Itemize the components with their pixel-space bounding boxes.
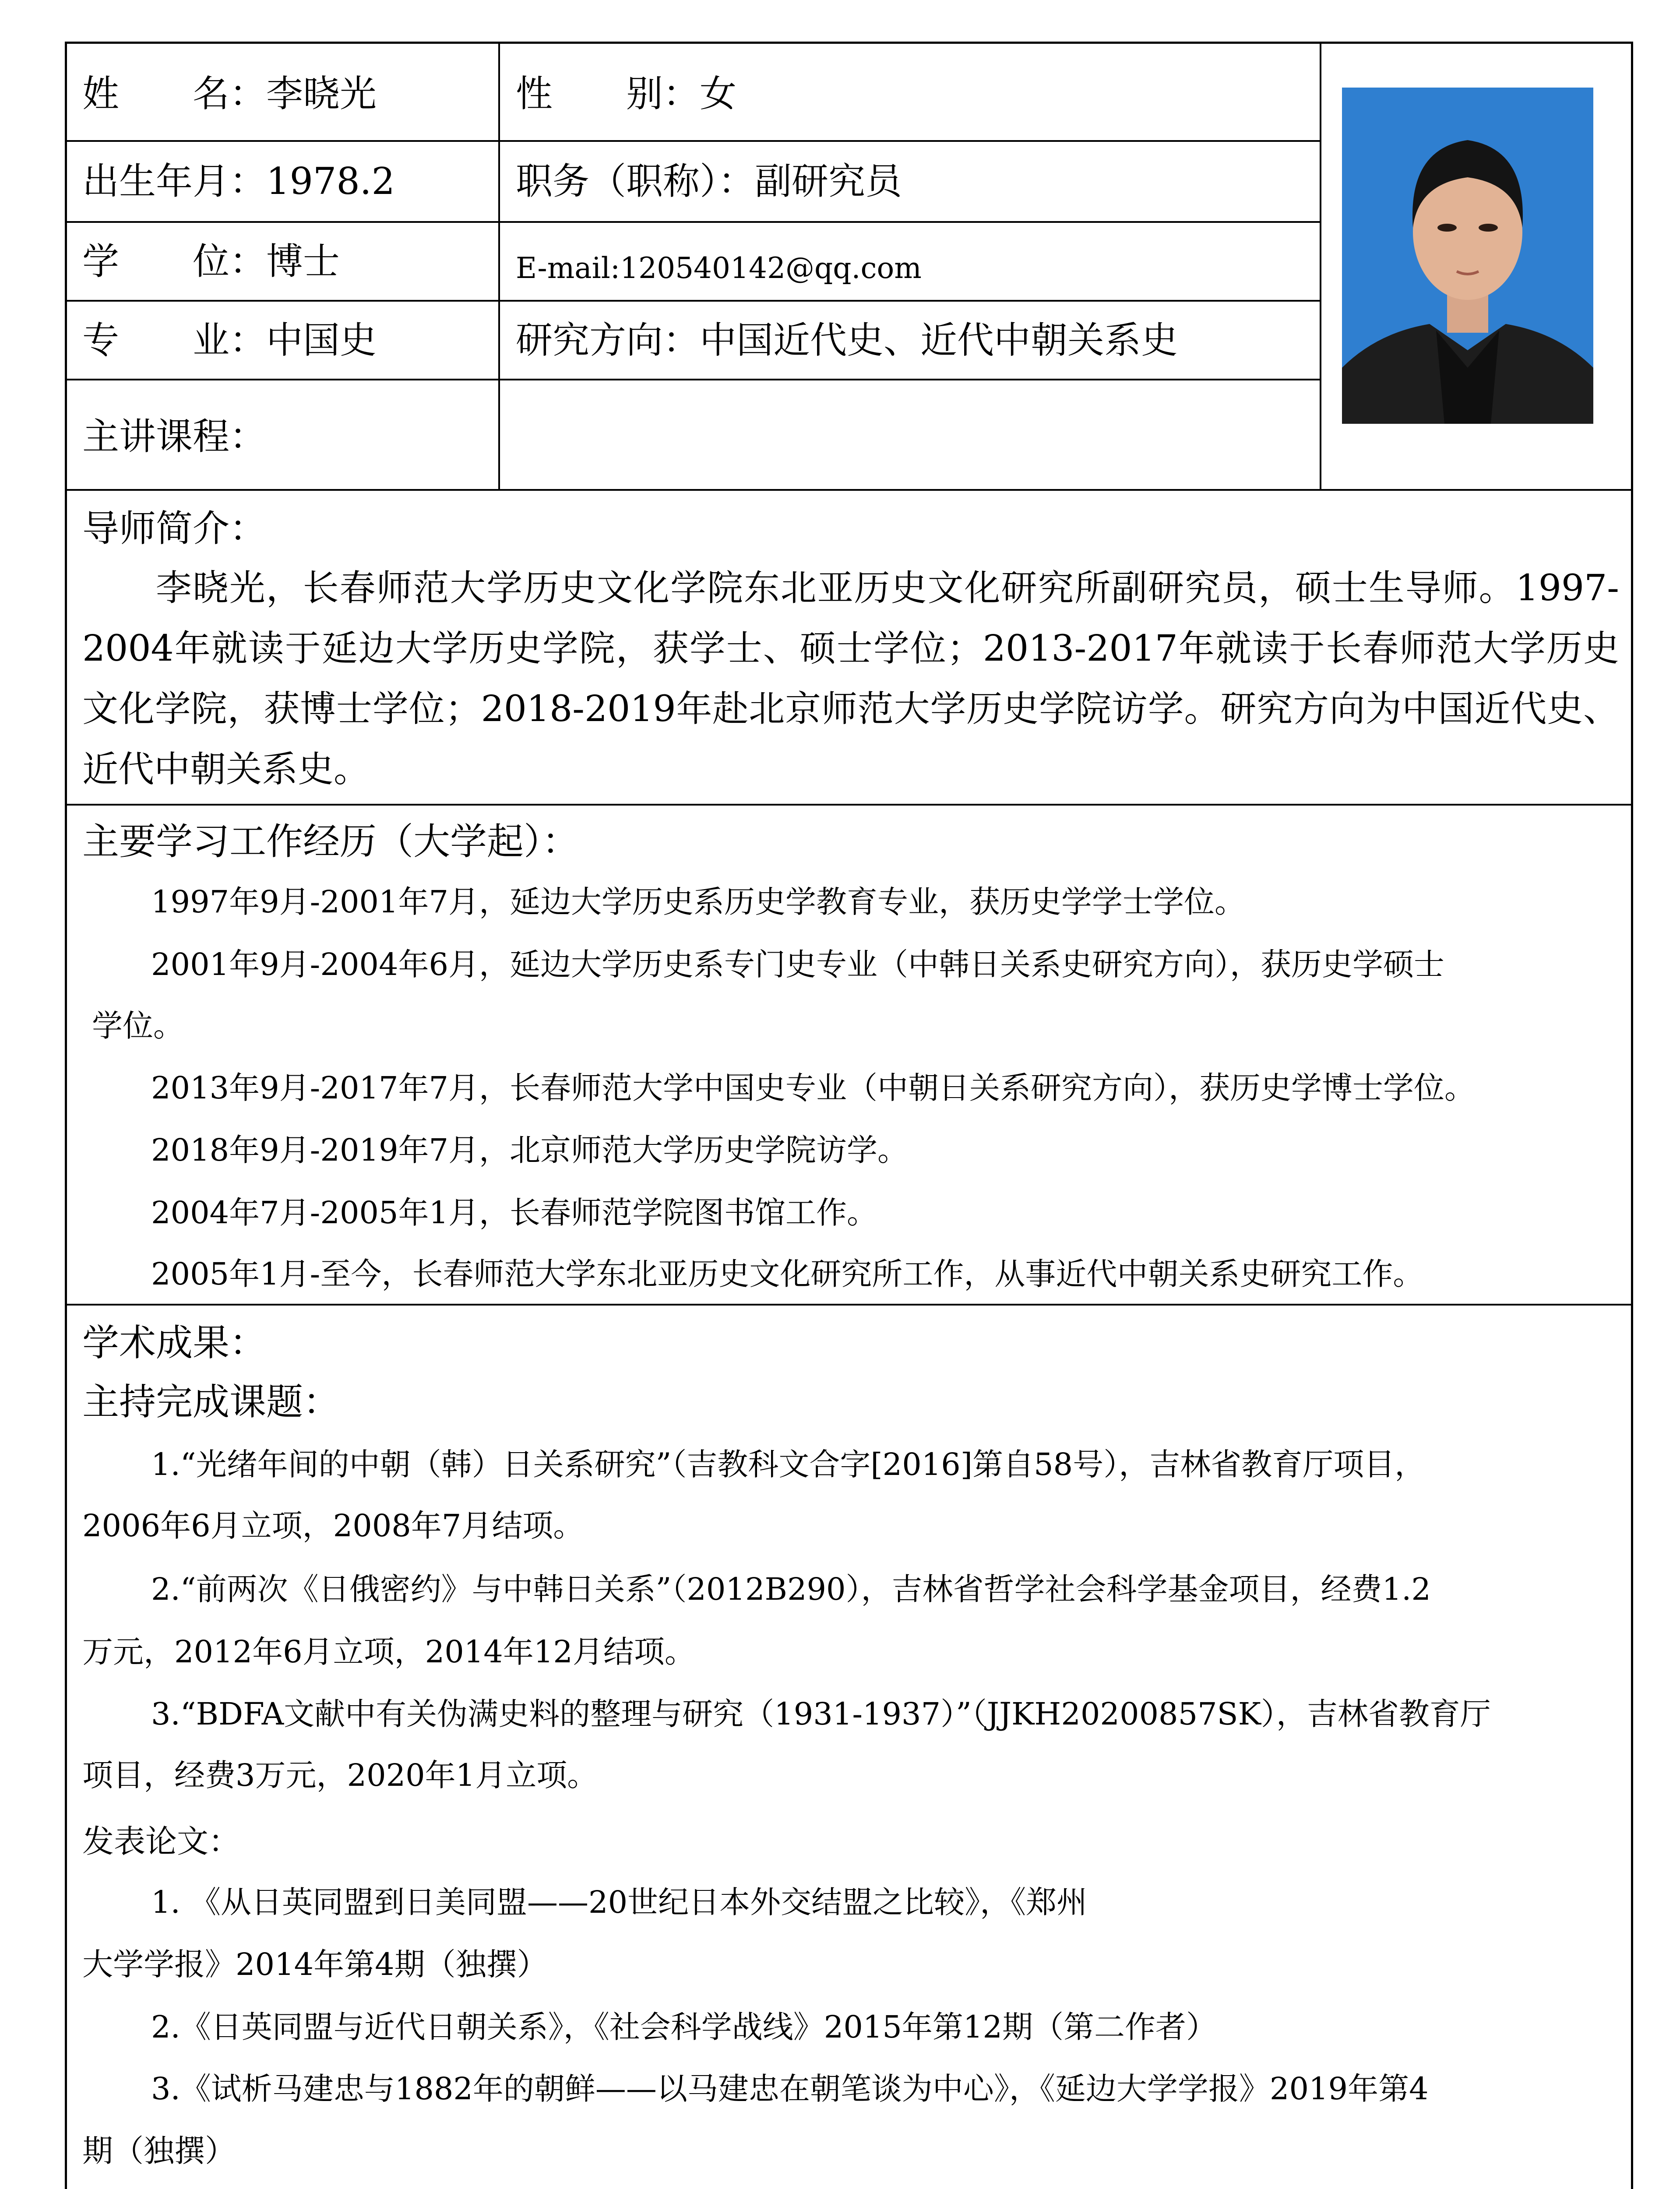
courses-field — [82, 415, 267, 458]
experience-heading: 主要学习工作经历（大学起）： — [82, 820, 579, 863]
project-line: 2006年6月立项，2008年7月结项。 — [82, 1508, 584, 1544]
paper-line: 大学学报》2014年第4期（独撰） — [82, 1946, 548, 1982]
title-field — [516, 160, 902, 203]
portrait-photo — [1342, 88, 1593, 424]
birth-value: 1978.2 — [266, 160, 395, 203]
experience-item: 2005年1月-至今，长春师范大学东北亚历史文化研究所工作，从事近代中朝关系史研究工作。 — [151, 1256, 1424, 1292]
gender-label: 性 别： — [516, 72, 700, 115]
name-value: 李晓光 — [266, 72, 377, 115]
degree-label: 学 位： — [82, 240, 267, 283]
experience-item: 2018年9月-2019年7月，北京师范大学历史学院访学。 — [151, 1132, 909, 1168]
degree-value: 博士 — [266, 240, 340, 283]
major-field — [82, 319, 377, 362]
name-label: 姓 名： — [82, 72, 267, 115]
paper-line: 3.《试析马建忠与1882年的朝鲜——以马建忠在朝笔谈为中心》，《延边大学学报》2019年第4 — [151, 2071, 1429, 2107]
name-field — [82, 72, 377, 115]
research-field — [516, 319, 1178, 362]
experience-item: 2001年9月-2004年6月，延边大学历史系专门史专业（中韩日关系史研究方向），获历史学硕士 — [151, 947, 1445, 982]
gender-field — [516, 72, 737, 115]
paper-line: 1. 《从日英同盟到日美同盟——20世纪日本外交结盟之比较》，《郑州 — [151, 1884, 1088, 1920]
title-label: 职务（职称）： — [516, 160, 755, 203]
gender-value: 女 — [700, 72, 737, 115]
intro-text: 李晓光，长春师范大学历史文化学院东北亚历史文化研究所副研究员，硕士生导师。1997-2004年就读于延边大学历史学院，获学士、硕士学位；2013-2017年就读于长春师范大学历史文化学院，获博士学位；2018-2019年赴北京师范大学历史学院访学。研究方向为中国近代史、近代中朝关系史。 — [82, 567, 1619, 790]
project-line: 项目，经费3万元，2020年1月立项。 — [82, 1757, 598, 1793]
degree-field — [82, 240, 340, 283]
row-divider — [65, 300, 1321, 302]
row-divider — [65, 379, 1321, 380]
project-line: 2.“前两次《日俄密约》与中韩日关系”（2012B290），吉林省哲学社会科学基金项目，经费1.2 — [151, 1571, 1431, 1607]
research-label: 研究方向： — [516, 319, 700, 362]
birth-field — [82, 160, 395, 203]
row-divider — [65, 1304, 1633, 1306]
research-value: 中国近代史、近代中朝关系史 — [700, 319, 1178, 362]
major-label: 专 业： — [82, 319, 267, 362]
paper-line: 期（独撰） — [82, 2133, 236, 2169]
email-value: E-mail:120540142@qq.com — [516, 251, 922, 285]
courses-label: 主讲课程： — [82, 415, 267, 458]
col-divider — [498, 42, 500, 490]
experience-item: 2013年9月-2017年7月，长春师范大学中国史专业（中朝日关系研究方向），获历史学博士学位。 — [151, 1070, 1476, 1106]
row-divider — [65, 804, 1633, 806]
email-field — [516, 251, 922, 285]
project-line: 3.“BDFA文献中有关伪满史料的整理与研究（1931-1937）”（JJKH20200857SK），吉林省教育厅 — [151, 1696, 1491, 1732]
projects-heading: 主持完成课题： — [82, 1380, 340, 1423]
row-divider — [65, 221, 1321, 223]
title-value: 副研究员 — [755, 160, 902, 203]
experience-item: 学位。 — [92, 1008, 184, 1044]
row-divider — [65, 489, 1633, 491]
birth-label: 出生年月： — [82, 160, 267, 203]
row-divider — [65, 140, 1321, 142]
experience-item: 2004年7月-2005年1月，长春师范学院图书馆工作。 — [151, 1195, 878, 1231]
papers-heading: 发表论文： — [82, 1823, 240, 1860]
major-value: 中国史 — [266, 319, 377, 362]
project-line: 1.“光绪年间的中朝（韩）日关系研究”（吉教科文合字[2016]第自58号），吉林省教育厅项目， — [151, 1446, 1426, 1482]
experience-item: 1997年9月-2001年7月，延边大学历史系历史学教育专业，获历史学学士学位。 — [151, 884, 1246, 920]
intro-heading: 导师简介： — [82, 507, 267, 550]
paper-line: 2.《日英同盟与近代日朝关系》，《社会科学战线》2015年第12期（第二作者） — [151, 2009, 1217, 2045]
achievements-heading: 学术成果： — [82, 1321, 267, 1364]
col-divider — [1320, 42, 1321, 490]
project-line: 万元，2012年6月立项，2014年12月结项。 — [82, 1634, 695, 1670]
